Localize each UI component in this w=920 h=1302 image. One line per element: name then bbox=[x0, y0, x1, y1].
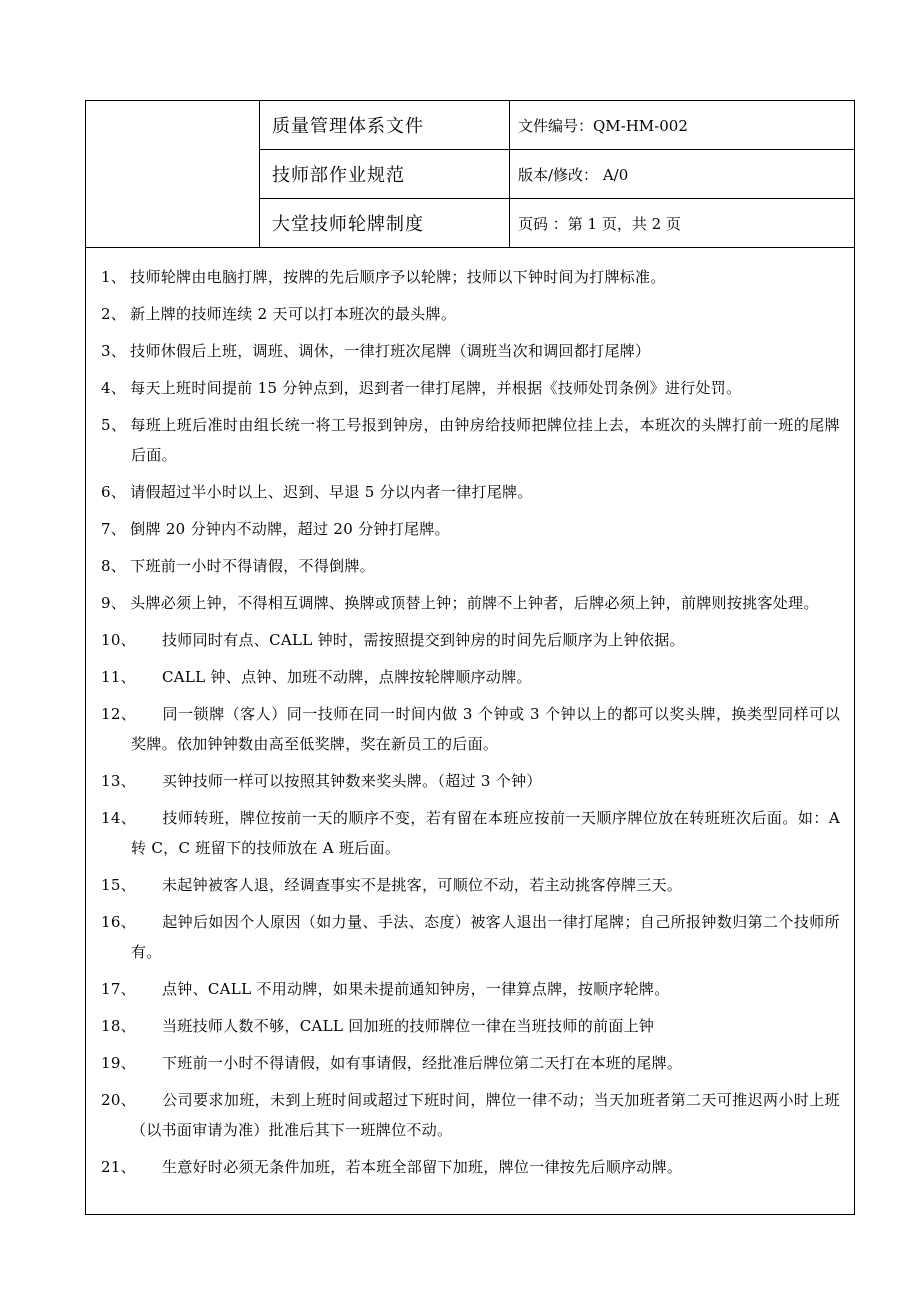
rule-number: 4、 bbox=[101, 379, 127, 397]
rule-item bbox=[101, 699, 840, 759]
rule-number: 10、 bbox=[101, 631, 136, 649]
rule-item bbox=[101, 262, 840, 292]
rule-item bbox=[101, 662, 840, 692]
rule-number: 5、 bbox=[101, 416, 127, 434]
rule-number: 13、 bbox=[101, 772, 136, 790]
rule-text: 未起钟被客人退，经调查事实不是挑客，可顺位不动，若主动挑客停牌三天。 bbox=[162, 876, 683, 894]
rule-text: 每天上班时间提前 15 分钟点到，迟到者一律打尾牌，并根据《技师处罚条例》进行处罚。 bbox=[130, 379, 742, 397]
rule-number: 19、 bbox=[101, 1054, 136, 1072]
rule-number: 16、 bbox=[101, 913, 137, 931]
rule-number: 17、 bbox=[101, 980, 136, 998]
rule-number: 14、 bbox=[101, 809, 137, 827]
rule-text: 同一锁牌（客人）同一技师在同一时间内做 3 个钟或 3 个钟以上的都可以奖头牌，换类型同样可以奖牌。依加钟钟数由高至低奖牌，奖在新员工的后面。 bbox=[131, 705, 840, 753]
doc-department-title: 技师部作业规范 bbox=[260, 150, 510, 199]
rules-list bbox=[86, 248, 854, 1214]
rule-item bbox=[101, 1085, 840, 1145]
rule-number: 2、 bbox=[101, 305, 127, 323]
doc-version: 版本/修改： A/0 bbox=[510, 150, 854, 199]
rule-number: 11、 bbox=[101, 668, 136, 686]
rule-number: 21、 bbox=[101, 1158, 136, 1176]
rule-item bbox=[101, 514, 840, 544]
rule-item bbox=[101, 1011, 840, 1041]
rule-text: 技师同时有点、CALL 钟时，需按照提交到钟房的时间先后顺序为上钟依据。 bbox=[162, 631, 685, 649]
rule-item bbox=[101, 477, 840, 507]
rule-item bbox=[101, 588, 840, 618]
rule-item bbox=[101, 1152, 840, 1182]
rule-number: 12、 bbox=[101, 705, 137, 723]
rule-text: 下班前一小时不得请假，不得倒牌。 bbox=[130, 557, 375, 575]
rule-item bbox=[101, 299, 840, 329]
rule-number: 20、 bbox=[101, 1091, 137, 1109]
rule-item bbox=[101, 974, 840, 1004]
rule-text: 请假超过半小时以上、迟到、早退 5 分以内者一律打尾牌。 bbox=[130, 483, 533, 501]
rule-text: 技师转班，牌位按前一天的顺序不变，若有留在本班应按前一天顺序牌位放在转班班次后面。如：A 转 C，C 班留下的技师放在 A 班后面。 bbox=[131, 809, 840, 857]
rule-text: 倒牌 20 分钟内不动牌，超过 20 分钟打尾牌。 bbox=[130, 520, 450, 538]
rule-item bbox=[101, 373, 840, 403]
rule-number: 15、 bbox=[101, 876, 136, 894]
rule-item bbox=[101, 870, 840, 900]
rule-text: 买钟技师一样可以按照其钟数来奖头牌。（超过 3 个钟） bbox=[162, 772, 542, 790]
doc-page-number: 页码 ：第 1 页，共 2 页 bbox=[510, 199, 854, 248]
rule-text: 公司要求加班，未到上班时间或超过下班时间，牌位一律不动；当天加班者第二天可推迟两小时上班（以书面审请为准）批准后其下一班牌位不动。 bbox=[131, 1091, 840, 1139]
rule-text: 点钟、CALL 不用动牌，如果未提前通知钟房，一律算点牌，按顺序轮牌。 bbox=[162, 980, 670, 998]
doc-number: 文件编号：QM-HM-002 bbox=[510, 101, 854, 150]
rule-text: 生意好时必须无条件加班，若本班全部留下加班，牌位一律按先后顺序动牌。 bbox=[162, 1158, 683, 1176]
rule-item bbox=[101, 551, 840, 581]
rule-text: 技师休假后上班，调班、调休，一律打班次尾牌（调班当次和调回都打尾牌） bbox=[130, 342, 651, 360]
rule-text: CALL 钟、点钟、加班不动牌，点牌按轮牌顺序动牌。 bbox=[162, 668, 532, 686]
rule-item bbox=[101, 803, 840, 863]
rule-number: 3、 bbox=[101, 342, 127, 360]
rule-number: 18、 bbox=[101, 1017, 136, 1035]
doc-system-title: 质量管理体系文件 bbox=[260, 101, 510, 150]
rule-text: 技师轮牌由电脑打牌，按牌的先后顺序予以轮牌；技师以下钟时间为打牌标准。 bbox=[130, 268, 666, 286]
document-page bbox=[85, 100, 855, 1215]
rule-item bbox=[101, 907, 840, 967]
rule-item bbox=[101, 410, 840, 470]
logo-cell bbox=[86, 101, 260, 248]
rule-text: 新上牌的技师连续 2 天可以打本班次的最头牌。 bbox=[130, 305, 457, 323]
header-table bbox=[86, 101, 854, 248]
doc-subject-title: 大堂技师轮牌制度 bbox=[260, 199, 510, 248]
rule-text: 下班前一小时不得请假，如有事请假，经批准后牌位第二天打在本班的尾牌。 bbox=[162, 1054, 683, 1072]
rule-item bbox=[101, 766, 840, 796]
rule-item bbox=[101, 1048, 840, 1078]
rule-text: 当班技师人数不够，CALL 回加班的技师牌位一律在当班技师的前面上钟 bbox=[162, 1017, 655, 1035]
rule-number: 8、 bbox=[101, 557, 127, 575]
rule-number: 1、 bbox=[101, 268, 127, 286]
rule-item bbox=[101, 336, 840, 366]
rule-number: 9、 bbox=[101, 594, 127, 612]
rule-number: 6、 bbox=[101, 483, 127, 501]
rule-text: 起钟后如因个人原因（如力量、手法、态度）被客人退出一律打尾牌；自己所报钟数归第二个技师所有。 bbox=[131, 913, 840, 961]
rule-item bbox=[101, 625, 840, 655]
rule-number: 7、 bbox=[101, 520, 127, 538]
rule-text: 每班上班后准时由组长统一将工号报到钟房，由钟房给技师把牌位挂上去，本班次的头牌打前一班的尾牌后面。 bbox=[130, 416, 840, 464]
rule-text: 头牌必须上钟，不得相互调牌、换牌或顶替上钟；前牌不上钟者，后牌必须上钟，前牌则按挑客处理。 bbox=[130, 594, 819, 612]
